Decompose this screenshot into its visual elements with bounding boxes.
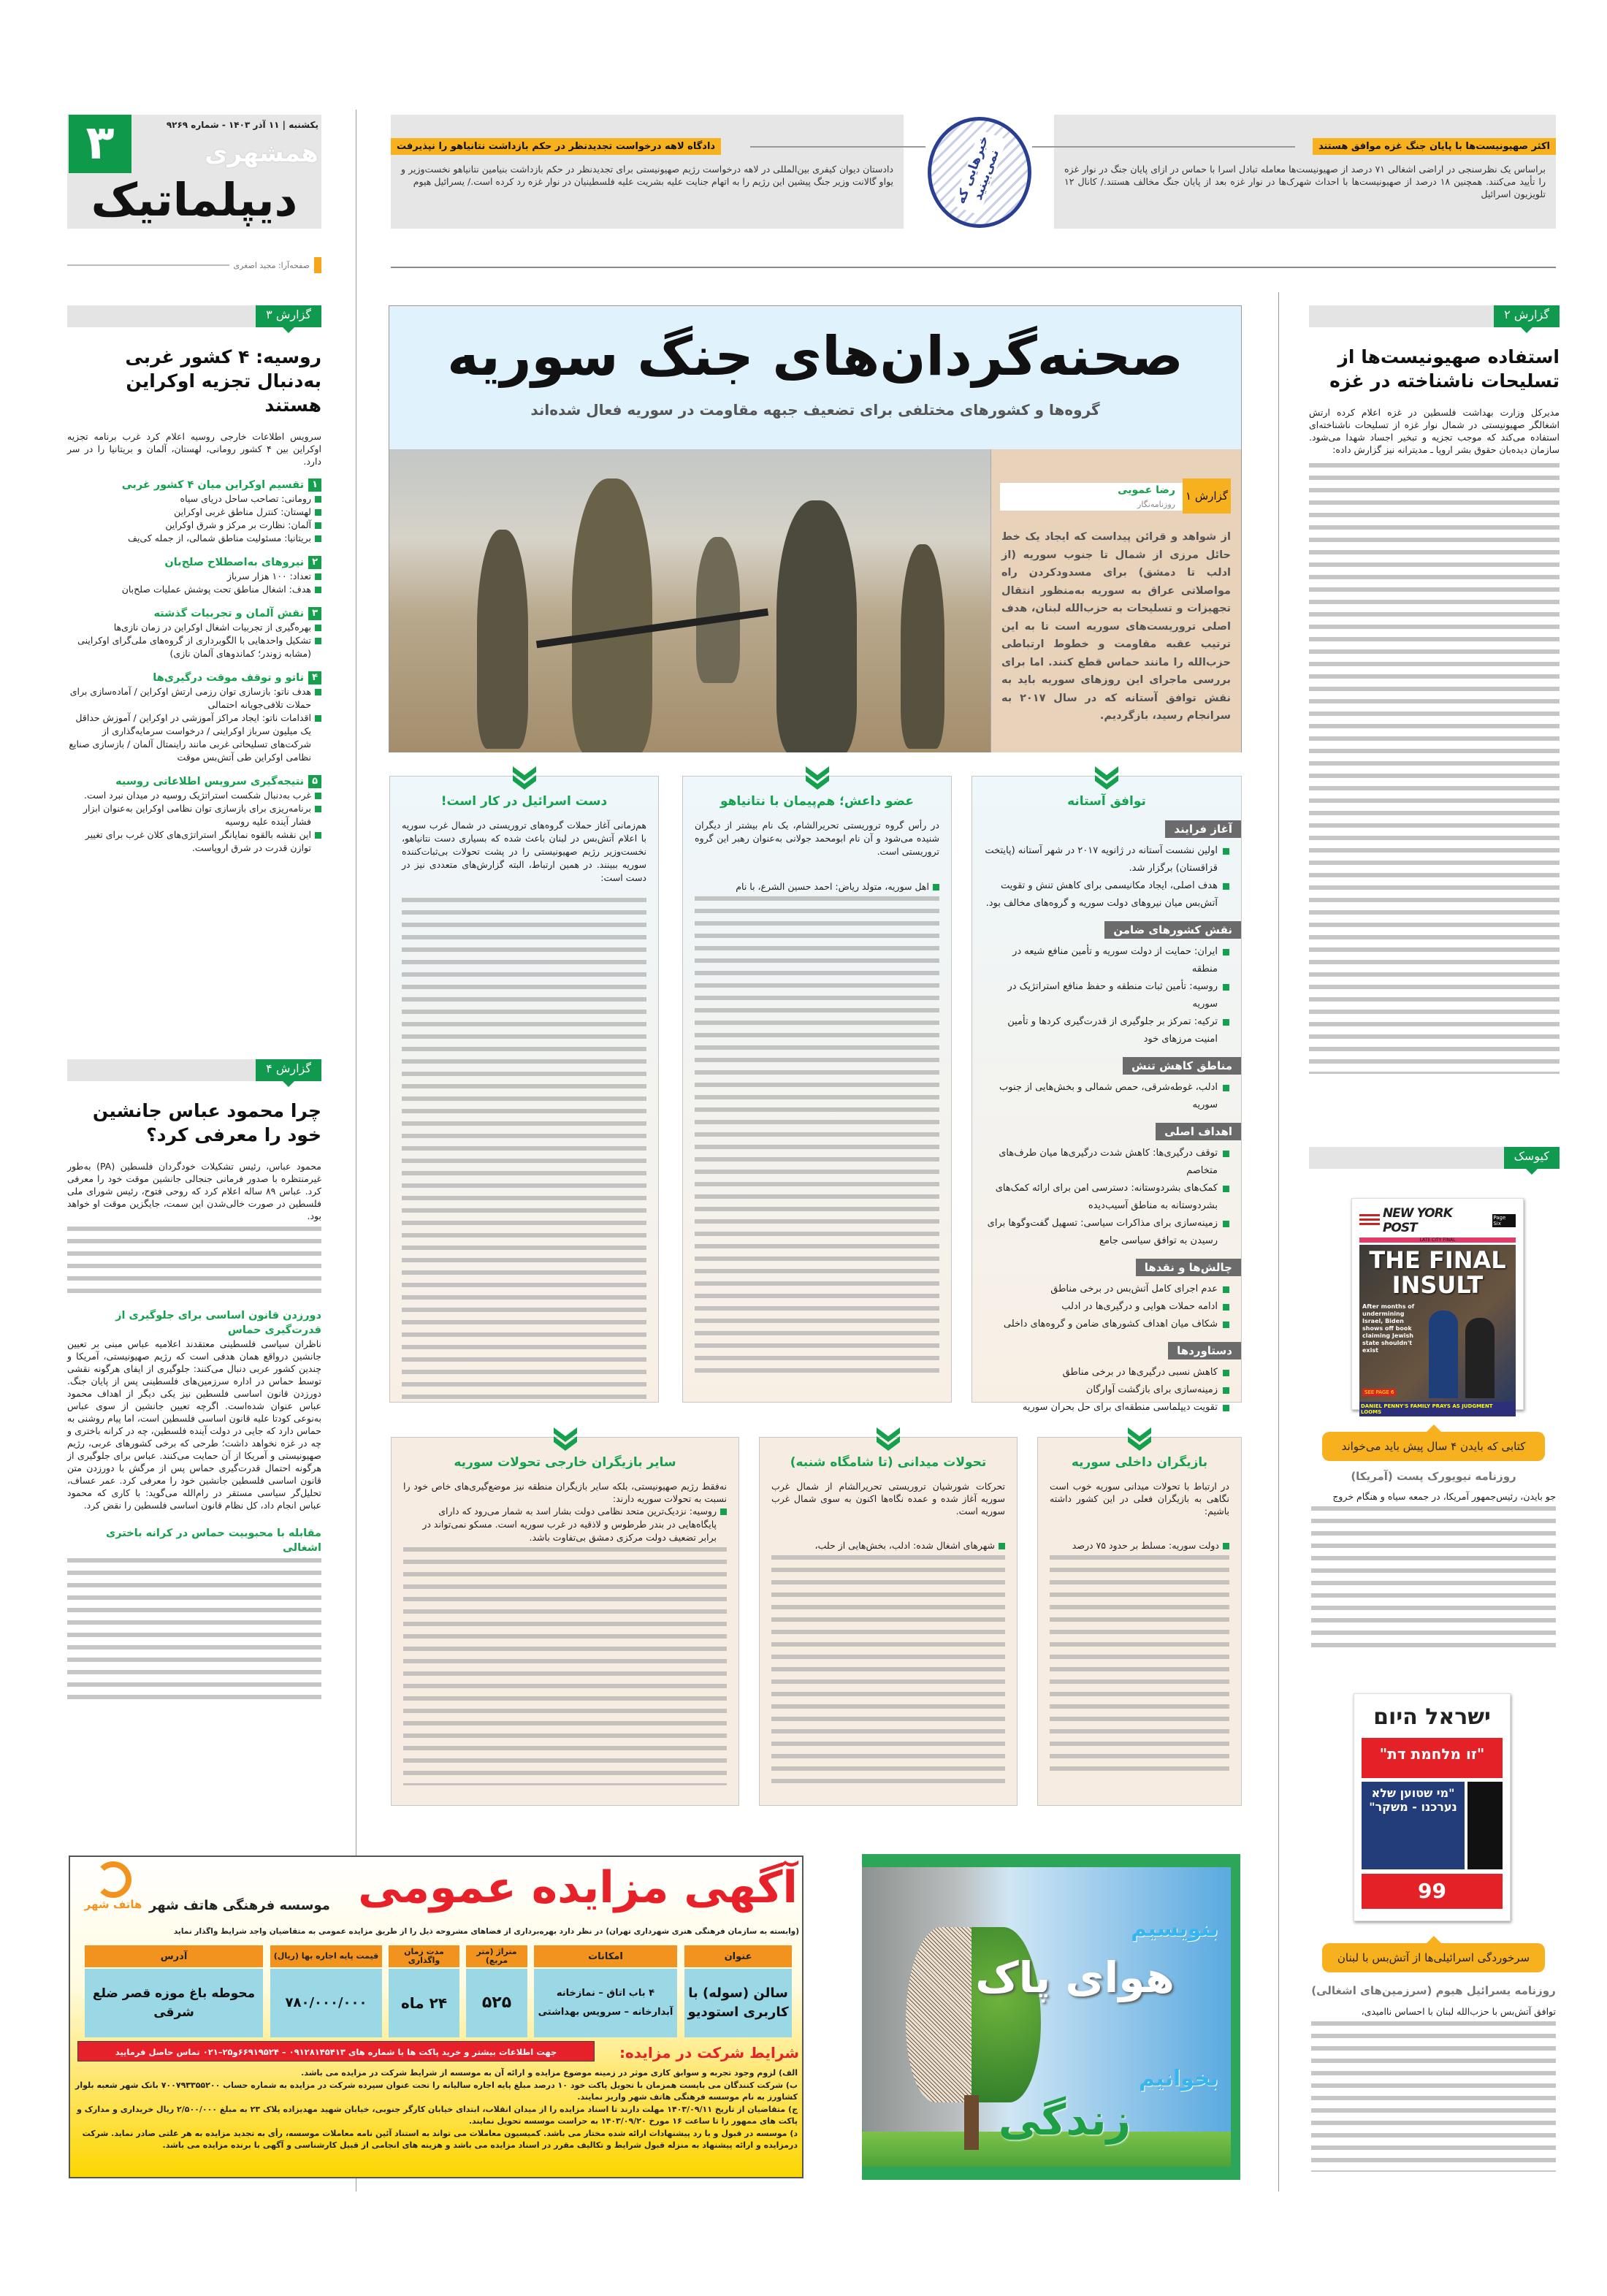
bullet-item: هدف اصلی، ایجاد مکانیسمی برای کاهش تنش و تقویت آتش‌بس میان نیروهای دولت سوریه و گروه‌های مخالف بود. bbox=[984, 877, 1229, 912]
section-title: نیروهای به‌اصطلاح صلح‌بان bbox=[164, 557, 305, 568]
section-heading: مقابله با محبوبیت حماس در کرانه باختری اشغالی bbox=[106, 1528, 321, 1554]
bullet-item: روسیه: نزدیک‌ترین متحد نظامی دولت بشار اسد به شمار می‌رود که دارای پایگاه‌هایی در بندر طرطوس و لاذقیه در غرب سوریه است. مسکو نمی‌تواند در برابر تضعیف دولت مرکزی دمشق بی‌تفاوت باشد. bbox=[403, 1505, 727, 1544]
kiosk-source: روزنامه یسرائیل هیوم (سرزمین‌های اشغالی) bbox=[1311, 1984, 1556, 1997]
lead-intro bbox=[990, 449, 1241, 752]
bullet-item: کمک‌های بشردوستانه: دسترسی امن برای ارائه کمک‌های بشردوستانه به مناطق آسیب‌دیده bbox=[984, 1180, 1229, 1215]
table-header: عنوان bbox=[684, 1945, 792, 1967]
chevron-down-icon bbox=[804, 765, 831, 791]
nypost-title: NEW YORK POST bbox=[1382, 1206, 1452, 1235]
nypost-masthead bbox=[1359, 1206, 1516, 1235]
bullet-item: اقدامات ناتو: ایجاد مراکز آموزشی در اوکراین / آموزش حداقل یک میلیون سرباز اوکراینی / درخواست سرمایه‌گذاری از شرکت‌های تسلیحاتی غربی مانند راینمتال آلمان / بازسازی صنایع نظامی اوکراین طی آتش‌بس موقت bbox=[67, 712, 321, 764]
bullet-item: زمینه‌سازی برای مذاکرات سیاسی: تسهیل گفت‌وگوها برای رسیدن به توافق سیاسی جامع bbox=[984, 1215, 1229, 1250]
section-heading: نقش کشورهای ضامن bbox=[1104, 921, 1241, 939]
chevron-down-icon bbox=[875, 1426, 901, 1452]
credit-marker bbox=[314, 257, 321, 273]
kiosk-body: توافق آتش‌بس با حزب‌الله لبنان با احساس ناامیدی، bbox=[1361, 2006, 1556, 2017]
bullet-item: ادلب، غوطه‌شرقی، حمص شمالی و بخش‌هایی از جنوب سوریه bbox=[984, 1079, 1229, 1114]
nypost-cover bbox=[1351, 1198, 1524, 1415]
logo-text: هاتف شهر bbox=[84, 1898, 142, 1911]
logo-icon bbox=[95, 1861, 131, 1898]
ad-org: موسسه فرهنگی هاتف شهر bbox=[149, 1898, 330, 1913]
report-tag: گزارش ۲ bbox=[1494, 305, 1560, 327]
fighter-figure bbox=[901, 544, 944, 749]
fighter-figure bbox=[696, 537, 740, 683]
report-tag: کیوسک bbox=[1504, 1147, 1560, 1169]
israel-hayom-ad: 99 bbox=[1362, 1874, 1503, 1909]
nypost-badge: Page Six bbox=[1492, 1214, 1516, 1227]
box-title: تحولات میدانی (تا شامگاه شنبه) bbox=[790, 1455, 987, 1470]
chevron-down-icon bbox=[1126, 1426, 1153, 1452]
nypost-subhead: After months of undermining Israel, Biden shows off book claiming Jewish state shouldn't exist bbox=[1362, 1303, 1415, 1354]
page-title: صحنه‌گردان‌های جنگ سوریه bbox=[447, 325, 1183, 388]
chevron-down-icon bbox=[511, 765, 538, 791]
logo-diplomatic: دیپلماتیک bbox=[91, 173, 298, 226]
bullet-item: تشکیل واحدهایی با الگوبرداری از گروه‌های ملی‌گرای اوکراینی (مشابه زوندر؛ کماندوهای آلمان نازی) bbox=[67, 634, 321, 660]
section-title: نتیجه‌گیری سرویس اطلاعاتی روسیه bbox=[115, 776, 305, 787]
text-placeholder bbox=[67, 1224, 321, 1298]
text-placeholder bbox=[1050, 1552, 1229, 1779]
figure-silhouette bbox=[1465, 1318, 1495, 1398]
column-divider bbox=[1278, 292, 1279, 2192]
bullet-item: کاهش نسبی درگیری‌ها در برخی مناطق bbox=[984, 1364, 1229, 1381]
bullet-item: رومانی: تصاحب ساحل دریای سیاه bbox=[67, 492, 321, 506]
bullet-item: آلمان: نظارت بر مرکز و شرق اوکراین bbox=[67, 519, 321, 532]
bullet-item: توقف درگیری‌ها: کاهش شدت درگیری‌ها میان طرف‌های متخاصم bbox=[984, 1145, 1229, 1180]
bullet-item: شهرهای اشغال شده: ادلب، بخش‌هایی از حلب، bbox=[771, 1539, 1005, 1552]
israel-hayom-cover bbox=[1354, 1693, 1511, 1921]
tree-trunk bbox=[964, 2095, 979, 2150]
daesh-box bbox=[682, 776, 952, 1403]
report-body: محمود عباس، رئیس تشکیلات خودگردان فلسطین (PA) به‌طور غیرمنتظره با صدور فرمانی جنجالی جانشین موقت خود را معرفی کرد. عباس ۸۹ ساله اعلام کرد که روحی فتوح، رئیس شورای ملی فلسطین در صورت خالی‌شدن این سمت، جایگزین موقت او خواهد بود. bbox=[67, 1161, 321, 1221]
layout-credit bbox=[67, 257, 321, 273]
ad-title: آگهی مزایده عمومی bbox=[358, 1862, 798, 1913]
condition-item: د) موسسه در قبول و یا رد پیشنهادات ارائه شده مختار می باشد. کمیسیون معاملات می تواند به استناد آئین نامه معاملات موسسه، رأی به تجدید مزایده به هر علتی صادر نماید. شرکت درمزایده و ارائه پیشنهاد به منزله قبول شرایط و تکالیف مقرر در اسناد مزایده می باشد و هزینه های انجامی از قبیل کارشناسی و آگهی با برنده مزایده می باشد. bbox=[82, 2128, 798, 2150]
brief-title: اکثر صهیونیست‌ها با پایان جنگ غزه موافق هستند bbox=[1313, 138, 1556, 155]
bullet-item: عدم اجرای کامل آتش‌بس در برخی مناطق bbox=[984, 1281, 1229, 1298]
box-intro: در ارتباط با تحولات میدانی سوریه خوب است نگاهی به بازیگران فعلی در این کشور داشته باشیم: bbox=[1050, 1481, 1229, 1517]
brief-body: براساس یک نظرسنجی در اراضی اشغالی ۷۱ درصد از صهیونیست‌ها معامله تبادل اسرا با حماس در ازای پایان جنگ در نوار غزه را تأیید می‌کنند. همچنین ۱۸ درصد از صهیونیست‌ها با احداث شهرک‌ها در نوار غزه بعد از پایان جنگ مخالف هستند./ کانال ۱۲ تلویزیون اسرائیل bbox=[1064, 164, 1546, 199]
text-placeholder bbox=[695, 893, 939, 1376]
bullet-item: زمینه‌سازی برای بازگشت آوارگان bbox=[984, 1381, 1229, 1399]
report-title: روسیه: ۴ کشور غربی به‌دنبال تجزیه اوکراین هستند bbox=[125, 346, 321, 416]
ad-text: بنویسیم bbox=[1131, 1916, 1218, 1942]
fighter-figure bbox=[776, 500, 857, 752]
condition-item: الف) لزوم وجود تجربه و سوابق کاری موثر در زمینه موضوع مزایده و ارائه آن به موسسه از شرایط شرکت در مزایده می باشد. bbox=[301, 2068, 798, 2078]
conditions-list bbox=[75, 2067, 798, 2152]
credit-rule bbox=[67, 264, 229, 266]
report-intro: سرویس اطلاعات خارجی روسیه اعلام کرد غرب برنامه تجزیه اوکراین بین ۴ کشور رومانی، لهستان، آلمان و بریتانیا را در سر دارد. bbox=[67, 431, 321, 467]
clean-air-ad bbox=[862, 1854, 1240, 2180]
bullet-item: بریتانیا: مسئولیت مناطق شمالی، از جمله کی‌یف bbox=[67, 532, 321, 545]
bullet-item: تعداد: ۱۰۰ هزار سرباز bbox=[67, 570, 321, 583]
text-placeholder bbox=[1311, 1503, 1556, 1649]
chevron-down-icon bbox=[552, 1426, 579, 1452]
report-tag: گزارش ۴ bbox=[256, 1059, 321, 1081]
fighters-photo bbox=[389, 449, 990, 752]
credit-text: صفحه‌آرا: مجید اصغری bbox=[233, 260, 310, 270]
box-intro: هم‌زمانی آغاز حملات گروه‌های تروریستی در شمال غرب سوریه با اعلام آتش‌بس در لبنان باعث شده که بسیاری دست نتانیاهو، نخست‌وزیر رژیم صهیونیستی را در پشت تحولات بی‌ثبات‌کننده سوریه ببینند. در همین ارتباط، البته گزارش‌های متعددی نیز در دست است: bbox=[402, 820, 646, 883]
kiosk-body: جو بایدن، رئیس‌جمهور آمریکا، در جمعه سیاه و هنگام خروج bbox=[1332, 1491, 1556, 1502]
section-heading bbox=[67, 671, 321, 685]
report-tag: گزارش ۱ bbox=[1183, 478, 1231, 514]
bullet-item: ادامه حملات هوایی و درگیری‌ها در ادلب bbox=[984, 1298, 1229, 1316]
section-heading: دستاوردها bbox=[1168, 1342, 1241, 1359]
bullet-item: اولین نشست آستانه در ژانویه ۲۰۱۷ در شهر آستانه (پایتخت قزاقستان) برگزار شد. bbox=[984, 842, 1229, 877]
section-number: ۴ bbox=[308, 671, 321, 684]
report-2 bbox=[1309, 305, 1560, 1074]
nypost-footer: DANIEL PENNY'S FAMILY PRAYS AS JUDGMENT LOOMS bbox=[1359, 1402, 1516, 1416]
fighter-figure bbox=[572, 478, 652, 752]
ad-text: بخوانیم bbox=[1138, 2066, 1218, 2091]
figure-silhouette bbox=[1429, 1311, 1458, 1398]
report-sections bbox=[67, 478, 321, 855]
bullet-item: ترکیه: تمرکز بر جلوگیری از قدرت‌گیری کردها و تأمین امنیت مرزهای خود bbox=[984, 1013, 1229, 1048]
bullet-item: هدف: اشغال مناطق تحت پوشش عملیات صلح‌بان bbox=[67, 583, 321, 596]
page-subtitle: گروه‌ها و کشورهای مختلفی برای تضعیف جبهه مقاومت در سوریه فعال شده‌اند bbox=[530, 401, 1100, 419]
box-title: عضو داعش؛ هم‌پیمان با نتانیاهو bbox=[719, 794, 915, 809]
brief-title: دادگاه لاهه درخواست تجدیدنظر در حکم بازداشت نتانیاهو را نپذیرفت bbox=[391, 138, 721, 155]
nypost-edition: LATE CITY FINAL bbox=[1359, 1237, 1516, 1243]
condition-item: ج) متقاضیان از تاریخ ۱۴۰۳/۰۹/۱۱ مهلت دارند تا اسناد مزایده را از میدان انقلاب، ابتدای خیابان کارگر جنوبی، خیابان شهید مهدیزاده پلاک ۲۳ به مبلغ ۲/۵۰۰/۰۰۰ ریال خریداری و مدارک و پاکت های ممهور را تا ساعت ۱۶ مورخ ۱۴۰۳/۰۹/۲۰ به حراست موسسه تحویل نمایند. bbox=[77, 2104, 798, 2126]
stamp-logo bbox=[928, 117, 1031, 228]
text-placeholder bbox=[1309, 460, 1560, 1074]
section-body: ناظران سیاسی فلسطینی معتقدند اعلامیه عباس مبنی بر تعیین جانشین درواقع همان هدفی است که رژیم صهیونیستی، آمریکا و چندین کشور عربی دنبال می‌کنند: جلوگیری از ایفای هرگونه نقشی توسط حماس در اداره سرزمین‌های فلسطینی پس از پایان جنگ. دورزدن قانون اساسی فلسطین نیز یکی دیگر از اهداف محمود عباس عنوان شده‌است. اگرچه تعیین جانشین از سوی عباس به‌نوعی کودتا علیه قانون اساسی فلسطین است، اما پیام روشنی به حماس دارد که جایی در دولت آینده فلسطین، چه در کرانه باختری و چه در غزه نخواهد داشت؛ طرحی که برخی کشورهای عربی، رژیم صهیونیستی و آمریکا از آن حمایت می‌کنند. عباس برای جلوگیری از هرگونه احتمال قدرت‌گیری حماس پس از مرگش با دورزدن متن قانون اساسی فلسطین جانشین خود را معرفی کرد. عمر عساف، تحلیل‌گر سیاسی مستقر در رام‌الله می‌گوید: با کاری که محمود عباس انجام داد، کل نظام قانون اساسی فلسطین را نقض کرد. bbox=[67, 1338, 321, 1511]
section-number: ۲ bbox=[308, 556, 321, 569]
section-heading bbox=[67, 555, 321, 570]
box-intro: نه‌فقط رژیم صهیونیستی، بلکه سایر بازیگران منطقه نیز موضع‌گیری‌های خاص خود را نسبت به تحولات سوریه دارند: bbox=[403, 1481, 727, 1504]
israel-hayom-headline: "מי שטוען שלא נערכנו - משקר" bbox=[1362, 1782, 1465, 1869]
table-cell: سالن (سوله) با کاربری استودیو bbox=[684, 1969, 792, 2037]
astana-sections bbox=[984, 812, 1232, 1416]
box-title: توافق آستانه bbox=[1067, 794, 1146, 809]
bullet-item: برنامه‌ریزی برای بازسازی توان نظامی اوکراین به‌عنوان ابزار فشار آینده علیه روسیه bbox=[67, 802, 321, 828]
bullet-item: لهستان: کنترل مناطق غربی اوکراین bbox=[67, 506, 321, 519]
section-heading: چالش‌ها و نقدها bbox=[1136, 1259, 1241, 1276]
section-heading: دورزدن قانون اساسی برای جلوگیری از قدرت‌گیری حماس bbox=[115, 1310, 321, 1336]
issue-date: یکشنبه | ۱۱ آذر ۱۴۰۳ - شماره ۹۲۶۹ bbox=[166, 120, 318, 130]
chevron-down-icon bbox=[1093, 765, 1120, 791]
report-bar bbox=[1309, 1147, 1560, 1169]
table-cell: ۵۲۵ bbox=[466, 1969, 527, 2037]
box-title: سایر بازیگران خارجی تحولات سوریه bbox=[454, 1455, 676, 1470]
contact-bar: جهت اطلاعات بیشتر و خرید پاکت ها با شماره های ۰۹۱۲۸۱۴۵۴۱۳ – ۶۶۹۱۹۵۲۴و۲۵–۰۲۱ تماس حاصل فرمایید bbox=[77, 2041, 595, 2062]
section-title: ناتو و توقف موقت درگیری‌ها bbox=[153, 672, 305, 684]
hatef-logo bbox=[80, 1861, 146, 1911]
table-cell: ۴ باب اتاق – نمازخانه آبدارخانه – سرویس بهداشتی bbox=[534, 1969, 677, 2037]
side-story bbox=[1467, 1782, 1503, 1869]
stamp-text: خبرهایی که نمی‌بینید bbox=[952, 129, 1007, 215]
report-tag: گزارش ۳ bbox=[256, 305, 321, 327]
logo-hamshahri: همشهری bbox=[205, 139, 318, 168]
report-title: استفاده صهیونیست‌ها از تسلیحات ناشناخته در غزه bbox=[1329, 346, 1560, 392]
brief-left bbox=[391, 115, 904, 229]
lead-story bbox=[389, 305, 1242, 752]
section-number: ۳ bbox=[308, 607, 321, 620]
ad-text: هوای پاک bbox=[975, 1953, 1175, 2002]
israel-hayom-masthead: ישראל היום bbox=[1373, 1704, 1491, 1730]
conditions-title: شرایط شرکت در مزایده: bbox=[619, 2044, 799, 2062]
section-title: نقش آلمان و تجربیات گذشته bbox=[153, 608, 305, 619]
fighter-figure bbox=[477, 530, 528, 749]
kiosk-caption: کتابی که بایدن ۴ سال پیش باید می‌خواند bbox=[1322, 1432, 1545, 1461]
table-header: قیمت پایه اجاره بها (ریال) bbox=[270, 1945, 382, 1967]
domestic-actors-box bbox=[1037, 1437, 1242, 1806]
bullet-item: غرب به‌دنبال شکست استراتژیک روسیه در میدان نبرد است. bbox=[67, 789, 321, 802]
kiosk-source: روزنامه نیویورک پست (آمریکا) bbox=[1351, 1470, 1516, 1483]
flag-icon bbox=[1359, 1214, 1380, 1227]
report-body: مدیرکل وزارت بهداشت فلسطین در غزه اعلام کرده ارتش اشغالگر صهیونیستی در شمال نوار غزه از تسلیحات ناشناخته‌ای استفاده می‌کند که موجب تجزیه و تبخیر اجساد شهدا می‌شود. سازمان دیده‌بان حقوق بشر اروپا ـ مدیترانه نیز گزارش داده: bbox=[1309, 407, 1560, 455]
author-role: روزنامه‌نگار bbox=[1137, 500, 1175, 509]
nypost-headline: THE FINAL INSULT bbox=[1369, 1246, 1506, 1299]
box-intro: در رأس گروه تروریستی تحریرالشام، یک نام بیشتر از دیگران شنیده می‌شود و آن نام ابومحمد جولانی به‌عنوان رهبر این گروه تروریستی است. bbox=[695, 820, 939, 857]
table-cell: ۲۴ ماه bbox=[389, 1969, 459, 2037]
astana-box bbox=[972, 776, 1242, 1413]
kiosk-section bbox=[1309, 1147, 1560, 1169]
text-placeholder bbox=[771, 1552, 1005, 1786]
brief-arrow bbox=[750, 146, 925, 148]
report-bar bbox=[1309, 305, 1560, 327]
brief-right bbox=[1054, 115, 1556, 229]
section-number: ۵ bbox=[308, 775, 321, 788]
text-placeholder bbox=[402, 895, 646, 1399]
box-title: دست اسرائیل در کار است! bbox=[440, 794, 608, 809]
section-heading: اهداف اصلی bbox=[1156, 1123, 1241, 1140]
ad-text: زندگی bbox=[998, 2095, 1131, 2145]
section-heading bbox=[67, 774, 321, 789]
ad-intro: (وابسته به سازمان فرهنگی هنری شهرداری تهران) در نظر دارد بهره‌برداری از فضاهای مشروحه ذیل را از طریق مزایده عمومی به متقاضیان واجد شرایط واگذار نماید bbox=[173, 1927, 799, 1936]
author-name: رضا عمویی bbox=[1118, 484, 1175, 496]
report-3 bbox=[67, 305, 321, 855]
brief-arrow bbox=[1032, 146, 1295, 148]
report-bar bbox=[67, 305, 321, 327]
intro-text: از شواهد و قرائن پیداست که ایجاد یک خط حائل مرزی از شمال تا جنوب سوریه (از ادلب تا دمشق) برای مسدودکردن راه مواصلاتی عراق به سوریه به‌منظور انتقال تجهیزات و تسلیحات به حزب‌الله لبنان، هدف اصلی تروریست‌های سوریه است تا به این ترتیب عقبه مقاومت و خطوط ارتباطی حزب‌الله را مانند حماس قطع کنند. اما برای بررسی ماجرای این روزهای سوریه باید به نقش توافق آستانه که در سال ۲۰۱۷ به سرانجام رسید، بازگردیم. bbox=[1001, 531, 1231, 722]
bullet-item: بهره‌گیری از تجربیات اشغال اوکراین در زمان نازی‌ها bbox=[67, 621, 321, 634]
section-heading bbox=[67, 478, 321, 492]
foreign-actors-box bbox=[391, 1437, 739, 1806]
auction-ad bbox=[69, 1856, 804, 2178]
box-title: بازیگران داخلی سوریه bbox=[1071, 1455, 1208, 1470]
condition-item: ب) شرکت کنندگان می بایست همزمان با تحویل پاکت خود ۱۰ درصد مبلغ پایه اجاره سالیانه را تحت عنوان سپرده شرکت در مزایده به شماره حساب ۷۰۰۷۹۳۳۵۵۲۰۰ بانک شهر شعبه بلوار کشاورز به نام موسسه فرهنگی هاتف شهر واریز نمایند. bbox=[75, 2080, 798, 2102]
israel-box bbox=[389, 776, 659, 1403]
table-cell: محوطه باغ موزه قصر ضلع شرقی bbox=[85, 1969, 263, 2037]
table-header: مدت زمان واگذاری bbox=[389, 1945, 459, 1967]
brief-body: دادستان دیوان کیفری بین‌المللی در لاهه درخواست رژیم صهیونیستی برای تجدیدنظر در حکم بازداشت بنیامین نتانیاهو نخست‌وزیر و یواو گالانت وزیر جنگ پیشین این رژیم را به اتهام جنایت علیه بشریت علیه فلسطینیان در نوار غزه رد کرده است./ یسرائیل هیوم bbox=[401, 164, 893, 187]
bullet-item: روسیه: تأمین ثبات منطقه و حفظ منافع استراتژیک در سوریه bbox=[984, 978, 1229, 1013]
report-title: چرا محمود عباس جانشین خود را معرفی کرد؟ bbox=[92, 1100, 321, 1145]
table-header: متراژ (متر مربع) bbox=[466, 1945, 527, 1967]
section-heading: مناطق کاهش تنش bbox=[1123, 1057, 1241, 1075]
bullet-item: تقویت دیپلماسی منطقه‌ای برای حل بحران سوریه bbox=[984, 1399, 1229, 1416]
text-placeholder bbox=[403, 1544, 727, 1785]
text-placeholder bbox=[1311, 2018, 1556, 2172]
report-bar bbox=[67, 1059, 321, 1081]
bullet-item: هدف ناتو: بازسازی توان رزمی ارتش اوکراین / آماده‌سازی برای حملات تلافی‌جویانه احتمالی bbox=[67, 685, 321, 712]
table-header: آدرس bbox=[85, 1945, 263, 1967]
field-developments-box bbox=[759, 1437, 1018, 1806]
bullet-item: این نقشه بالقوه نمایانگر استراتژی‌های کلان غرب برای تغییر توازن قدرت در شرق اروپاست. bbox=[67, 828, 321, 855]
section-title: تقسیم اوکراین میان ۴ کشور غربی bbox=[121, 479, 305, 491]
text-placeholder bbox=[67, 1555, 321, 1701]
table-header: امکانات bbox=[534, 1945, 677, 1967]
bullet-item: شکاف میان اهداف کشورهای ضامن و گروه‌های داخلی bbox=[984, 1316, 1229, 1333]
table-cell: ۷۸۰/۰۰۰/۰۰۰ bbox=[270, 1969, 382, 2037]
section-heading: آغاز فرایند bbox=[1165, 820, 1241, 838]
box-intro: تحرکات شورشیان تروریستی تحریرالشام از شمال غرب سوریه آغاز شده و عمده نگاه‌ها اکنون به سوی شمال غرب سوریه است. bbox=[771, 1481, 1005, 1517]
kiosk-caption: سرخوردگی اسرائیلی‌ها از آتش‌بس با لبنان bbox=[1322, 1943, 1545, 1972]
israel-hayom-headline: "זו מלחמת דת" bbox=[1362, 1738, 1503, 1778]
nypost-see-page: SEE PAGE 6 bbox=[1362, 1389, 1396, 1396]
bullet-item: دولت سوریه: مسلط بر حدود ۷۵ درصد bbox=[1050, 1539, 1229, 1552]
section-number: ۱ bbox=[308, 478, 321, 492]
report-4 bbox=[67, 1059, 321, 1701]
bullet-item: ایران: حمایت از دولت سوریه و تأمین منافع شیعه در منطقه bbox=[984, 943, 1229, 978]
bullet-item: اهل سوریه، متولد ریاض: احمد حسین الشرع، با نام bbox=[695, 880, 939, 893]
nypost-photo bbox=[1359, 1245, 1516, 1402]
byline bbox=[1000, 483, 1183, 511]
page-number: ۳ bbox=[69, 115, 131, 173]
header-rule bbox=[391, 267, 1556, 268]
section-heading bbox=[67, 606, 321, 621]
